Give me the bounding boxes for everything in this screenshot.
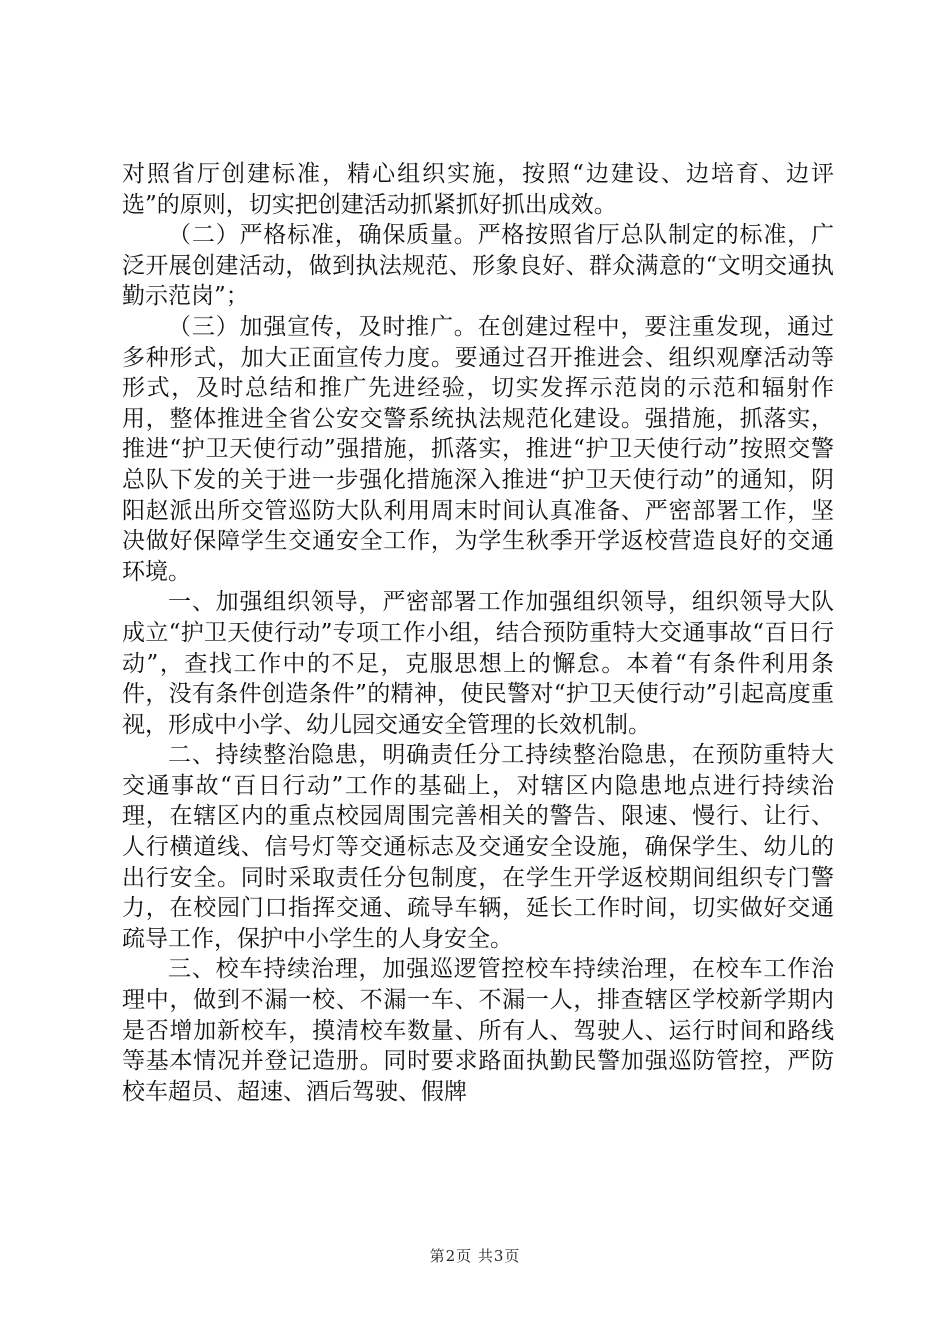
- paragraph-section-3: （三）加强宣传，及时推广。在创建过程中，要注重发现，通过多种形式，加大正面宣传力度。要通过召开推进会、组织观摩活动等形式，及时总结和推广先进经验，切实发挥示范岗的示范和辐射作用，整体推进全省公安交警系统执法规范化建设。强措施，抓落实，推进“护卫天使行动”强措施，抓落实，推进“护卫天使行动”按照交警总队下发的关于进一步强化措施深入推进“护卫天使行动”的通知，阴阳赵派出所交管巡防大队利用周末时间认真准备、严密部署工作，坚决做好保障学生交通安全工作，为学生秋季开学返校营造良好的交通环境。: [122, 313, 834, 585]
- paragraph-section-2: （二）严格标准，确保质量。严格按照省厅总队制定的标准，广泛开展创建活动，做到执法规范、形象良好、群众满意的“文明交通执勤示范岗”；: [122, 222, 834, 310]
- page-number-footer: 第2页 共3页: [429, 1247, 521, 1265]
- paragraph-item-1: 一、加强组织领导，严密部署工作加强组织领导，组织领导大队成立“护卫天使行动”专项工作小组，结合预防重特大交通事故“百日行动”，查找工作中的不足，克服思想上的懈怠。本着“有条件利用条件，没有条件创造条件”的精神，使民警对“护卫天使行动”引起高度重视，形成中小学、幼儿园交通安全管理的长效机制。: [122, 589, 834, 738]
- paragraph-continuation: 对照省厅创建标准，精心组织实施，按照“边建设、边培育、边评选”的原则，切实把创建活动抓紧抓好抓出成效。: [122, 161, 834, 218]
- document-body: [122, 159, 834, 1107]
- paragraph-item-2: 二、持续整治隐患，明确责任分工持续整治隐患，在预防重特大交通事故“百日行动”工作的基础上，对辖区内隐患地点进行持续治理，在辖区内的重点校园周围完善相关的警告、限速、慢行、让行、人行横道线、信号灯等交通标志及交通安全设施，确保学生、幼儿的出行安全。同时采取责任分包制度，在学生开学返校期间组织专门警力，在校园门口指挥交通、疏导车辆，延长工作时间，切实做好交通疏导工作，保护中小学生的人身安全。: [122, 742, 834, 952]
- paragraph-item-3: 三、校车持续治理，加强巡逻管控校车持续治理，在校车工作治理中，做到不漏一校、不漏一车、不漏一人，排查辖区学校新学期内是否增加新校车，摸清校车数量、所有人、驾驶人、运行时间和路线等基本情况并登记造册。同时要求路面执勤民警加强巡防管控，严防校车超员、超速、酒后驾驶、假牌: [122, 956, 834, 1105]
